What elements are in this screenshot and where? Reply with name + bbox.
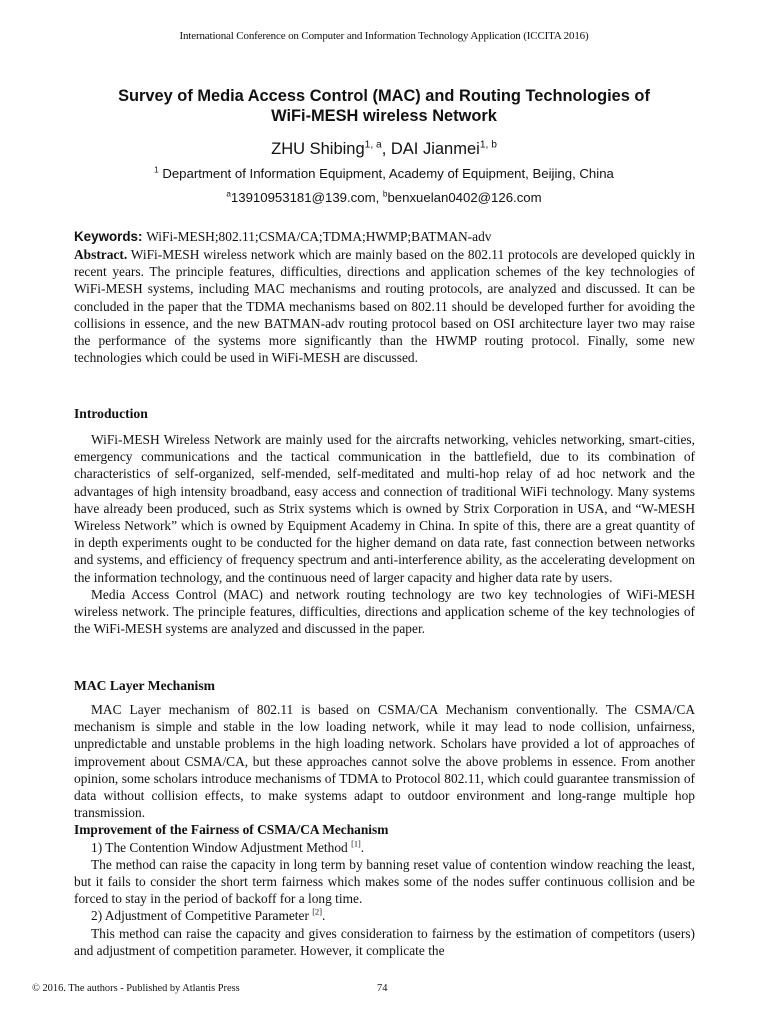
paragraph: Media Access Control (MAC) and network routing technology are two key technologies of WiFi-MESH wireless network. The principle features, difficulties, directions and application scheme of the key technologies of the WiFi-MESH systems are analyzed and discussed in the paper. (74, 586, 695, 637)
email-line (0, 190, 768, 205)
section-heading-introduction: Introduction (74, 406, 148, 421)
title-line-2: WiFi-MESH wireless Network (271, 107, 497, 125)
abstract (74, 246, 695, 366)
section-heading-mac-layer: MAC Layer Mechanism (74, 678, 215, 693)
list-item-end: . (360, 839, 365, 855)
author-superscript: 1, a (364, 139, 382, 151)
citation-ref: [2] (312, 907, 322, 917)
author-name: DAI Jianmei (390, 140, 480, 158)
email-address: benxuelan0402@126.com (387, 190, 542, 205)
author-name: ZHU Shibing (271, 140, 365, 158)
email-superscript: a (226, 189, 231, 199)
list-item-label: 1) The Contention Window Adjustment Method (91, 839, 352, 855)
author-separator: , (381, 140, 391, 158)
introduction-body (74, 431, 695, 637)
list-item-label: 2) Adjustment of Competitive Parameter (91, 908, 313, 924)
paper-title (60, 86, 708, 126)
author-list (0, 140, 768, 159)
mac-layer-body (74, 701, 695, 959)
abstract-label: Abstract. (74, 247, 128, 262)
paragraph: WiFi-MESH Wireless Network are mainly used for the aircrafts networking, vehicles networking, smart-cities, emergency communications and the tactical communication in the battlefield, due to its combination of characteristics of self-organized, self-mended, self-meditated and multi-hop relay of ad hoc network and the advantages of high intensity broadband, easy access and connection of traditional WiFi technology. Many systems have already been produced, such as Strix systems which is owned by Strix Corporation in USA, and “W-MESH Wireless Network” which is owned by Equipment Academy in China. In spite of this, there are a great quantity of in depth experiments ought to be conducted for the higher demand on data rate, fast connection between networks and systems, and efficiency of frequency spectrum and anti-interference ability, as the accelerating development on the information technology, and the continuous need of larger capacity and higher data rate by users. (74, 432, 695, 585)
footer-copyright: © 2016. The authors - Published by Atlantis Press (32, 983, 240, 994)
keywords (74, 229, 695, 245)
list-item-end: . (321, 908, 326, 924)
keywords-label: Keywords: (74, 229, 147, 244)
running-head: International Conference on Computer and Information Technology Application (ICCITA 2016) (179, 30, 589, 42)
list-item (74, 839, 695, 856)
email-address: 13910953181@139.com, (230, 190, 383, 205)
email-superscript: b (382, 189, 388, 199)
list-item (74, 907, 695, 924)
affiliation-text: Department of Information Equipment, Academy of Equipment, Beijing, China (158, 166, 614, 181)
keywords-text: WiFi-MESH;802.11;CSMA/CA;TDMA;HWMP;BATMAN-adv (146, 229, 492, 244)
abstract-text: WiFi-MESH wireless network which are mainly based on the 802.11 protocols are developed quickly in recent years. The principle features, difficulties, directions and application schemes of the key technologies of WiFi-MESH systems, including MAC mechanisms and routing protocols, are analyzed and discussed. It can be concluded in the paper that the TDMA mechanisms based on 802.11 should be developed further for avoiding the collisions in essence, and the new BATMAN-adv routing protocol based on OSI architecture layer two may raise the performance of the systems more significantly than the HWMP routing protocol. Finally, some new technologies which could be used in WiFi-MESH are discussed. (74, 247, 695, 366)
author-superscript: 1, b (479, 139, 497, 151)
affiliation-superscript: 1 (154, 165, 159, 175)
affiliation (0, 166, 768, 181)
paragraph: MAC Layer mechanism of 802.11 is based on CSMA/CA Mechanism conventionally. The CSMA/CA mechanism is simple and stable in the low loading network, while it may lead to node collision, unfairness, unpredictable and unstable problems in the high loading network. Scholars have provided a lot of approaches of improvement about CSMA/CA, but these approaches cannot solve the above problems in essence. From another opinion, some scholars introduce mechanisms of TDMA to Protocol 802.11, which could guarantee transmission of data without collision effects, to make systems adapt to outdoor environment and long-range multiple hop transmission. (74, 702, 695, 821)
paragraph: This method can raise the capacity and gives consideration to fairness by the estimation of competitors (users) and adjustment of competition parameter. However, it complicate the (74, 925, 695, 958)
citation-ref: [1] (351, 839, 361, 849)
title-line-1: Survey of Media Access Control (MAC) and Routing Technologies of (118, 87, 650, 105)
subsection-heading: Improvement of the Fairness of CSMA/CA Mechanism (74, 822, 389, 838)
paragraph: The method can raise the capacity in long term by banning reset value of contention window reaching the least, but it fails to consider the short term fairness which makes some of the nodes suffer continuous collision and be forced to stay in the period of backoff for a long time. (74, 856, 695, 907)
page-number: 74 (377, 983, 388, 994)
